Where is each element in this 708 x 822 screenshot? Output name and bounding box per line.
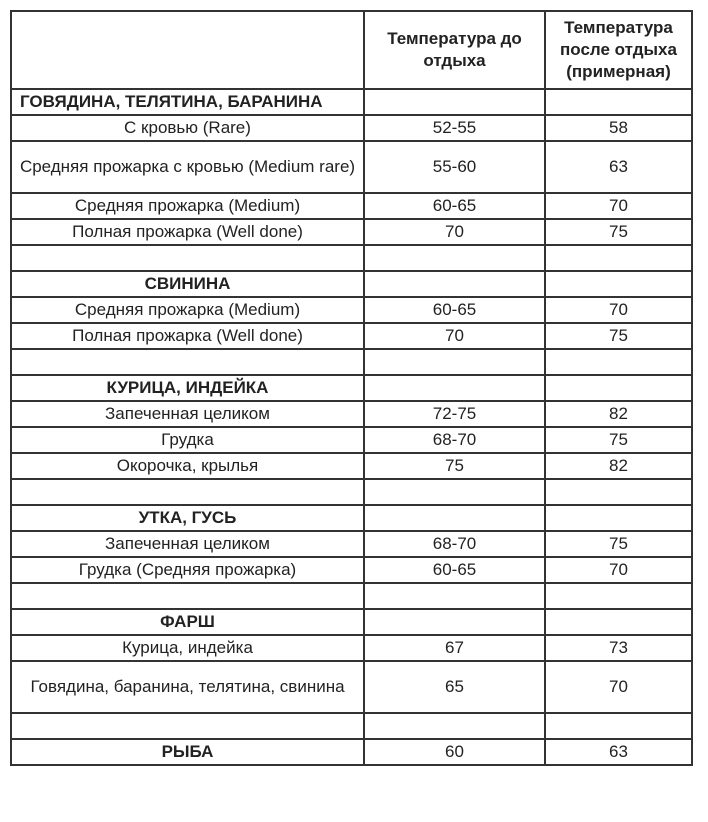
table-row xyxy=(11,141,692,193)
temp-before-rest: 60-65 xyxy=(364,557,545,583)
temp-after-rest: 75 xyxy=(545,531,692,557)
spacer-cell xyxy=(364,245,545,271)
doneness-label: С кровью (Rare) xyxy=(11,115,364,141)
spacer-cell xyxy=(364,479,545,505)
doneness-label: Полная прожарка (Well done) xyxy=(11,219,364,245)
table-row xyxy=(11,661,692,713)
temp-before-rest: 60-65 xyxy=(364,193,545,219)
fish-row xyxy=(11,739,692,765)
spacer-cell xyxy=(364,713,545,739)
spacer-cell xyxy=(11,713,364,739)
spacer-row xyxy=(11,349,692,375)
table-row xyxy=(11,427,692,453)
temp-before-rest: 55-60 xyxy=(364,141,545,193)
temp-after-rest: 58 xyxy=(545,115,692,141)
spacer-cell xyxy=(364,583,545,609)
doneness-label: Курица, индейка xyxy=(11,635,364,661)
section-empty-cell xyxy=(364,375,545,401)
doneness-label: Средняя прожарка с кровью (Medium rare) xyxy=(11,141,364,193)
section-title: УТКА, ГУСЬ xyxy=(11,505,364,531)
section-header-row xyxy=(11,89,692,115)
spacer-cell xyxy=(545,479,692,505)
temperature-table xyxy=(10,10,693,766)
doneness-label: Запеченная целиком xyxy=(11,401,364,427)
section-title: ФАРШ xyxy=(11,609,364,635)
table-row xyxy=(11,297,692,323)
section-empty-cell xyxy=(545,271,692,297)
spacer-row xyxy=(11,245,692,271)
section-title: ГОВЯДИНА, ТЕЛЯТИНА, БАРАНИНА xyxy=(11,89,364,115)
section-header-row xyxy=(11,609,692,635)
section-empty-cell xyxy=(545,609,692,635)
table-header-row xyxy=(11,11,692,89)
section-title: СВИНИНА xyxy=(11,271,364,297)
section-empty-cell xyxy=(545,505,692,531)
temp-after-rest: 63 xyxy=(545,141,692,193)
temp-after-rest: 75 xyxy=(545,427,692,453)
spacer-row xyxy=(11,479,692,505)
temp-after-rest: 82 xyxy=(545,401,692,427)
table-row xyxy=(11,115,692,141)
table-row xyxy=(11,219,692,245)
temp-after-rest: 70 xyxy=(545,661,692,713)
doneness-label: Средняя прожарка (Medium) xyxy=(11,193,364,219)
table-row xyxy=(11,193,692,219)
doneness-label: Полная прожарка (Well done) xyxy=(11,323,364,349)
section-empty-cell xyxy=(364,609,545,635)
spacer-cell xyxy=(545,245,692,271)
header-before-rest: Температура до отдыха xyxy=(364,11,545,89)
temp-after-rest: 70 xyxy=(545,297,692,323)
table-row xyxy=(11,453,692,479)
temp-before-rest: 60-65 xyxy=(364,297,545,323)
temp-before-rest: 67 xyxy=(364,635,545,661)
temp-before-rest: 52-55 xyxy=(364,115,545,141)
temp-before-rest: 70 xyxy=(364,323,545,349)
spacer-cell xyxy=(545,349,692,375)
table-row xyxy=(11,531,692,557)
section-empty-cell xyxy=(364,505,545,531)
table-row xyxy=(11,557,692,583)
doneness-label: Окорочка, крылья xyxy=(11,453,364,479)
temp-before-rest: 75 xyxy=(364,453,545,479)
temp-after-rest: 75 xyxy=(545,219,692,245)
fish-temp-before-rest: 60 xyxy=(364,739,545,765)
spacer-cell xyxy=(545,583,692,609)
spacer-row xyxy=(11,583,692,609)
section-empty-cell xyxy=(545,375,692,401)
section-empty-cell xyxy=(364,89,545,115)
doneness-label: Грудка (Средняя прожарка) xyxy=(11,557,364,583)
temp-before-rest: 70 xyxy=(364,219,545,245)
doneness-label: Средняя прожарка (Medium) xyxy=(11,297,364,323)
temp-after-rest: 82 xyxy=(545,453,692,479)
section-title: КУРИЦА, ИНДЕЙКА xyxy=(11,375,364,401)
doneness-label: Говядина, баранина, телятина, свинина xyxy=(11,661,364,713)
temp-after-rest: 75 xyxy=(545,323,692,349)
spacer-cell xyxy=(11,583,364,609)
spacer-cell xyxy=(11,349,364,375)
spacer-row xyxy=(11,713,692,739)
temp-before-rest: 72-75 xyxy=(364,401,545,427)
doneness-label: Запеченная целиком xyxy=(11,531,364,557)
temp-before-rest: 65 xyxy=(364,661,545,713)
doneness-label: Грудка xyxy=(11,427,364,453)
fish-title: РЫБА xyxy=(11,739,364,765)
temperature-table-body xyxy=(11,11,692,765)
temp-before-rest: 68-70 xyxy=(364,531,545,557)
table-row xyxy=(11,323,692,349)
section-header-row xyxy=(11,271,692,297)
temp-after-rest: 70 xyxy=(545,193,692,219)
spacer-cell xyxy=(545,713,692,739)
temp-before-rest: 68-70 xyxy=(364,427,545,453)
spacer-cell xyxy=(11,479,364,505)
table-row xyxy=(11,401,692,427)
header-col-1 xyxy=(11,11,364,89)
section-header-row xyxy=(11,505,692,531)
section-empty-cell xyxy=(545,89,692,115)
table-row xyxy=(11,635,692,661)
temp-after-rest: 70 xyxy=(545,557,692,583)
fish-temp-after-rest: 63 xyxy=(545,739,692,765)
spacer-cell xyxy=(11,245,364,271)
temp-after-rest: 73 xyxy=(545,635,692,661)
header-after-rest: Температура после отдыха (примерная) xyxy=(545,11,692,89)
spacer-cell xyxy=(364,349,545,375)
section-empty-cell xyxy=(364,271,545,297)
section-header-row xyxy=(11,375,692,401)
